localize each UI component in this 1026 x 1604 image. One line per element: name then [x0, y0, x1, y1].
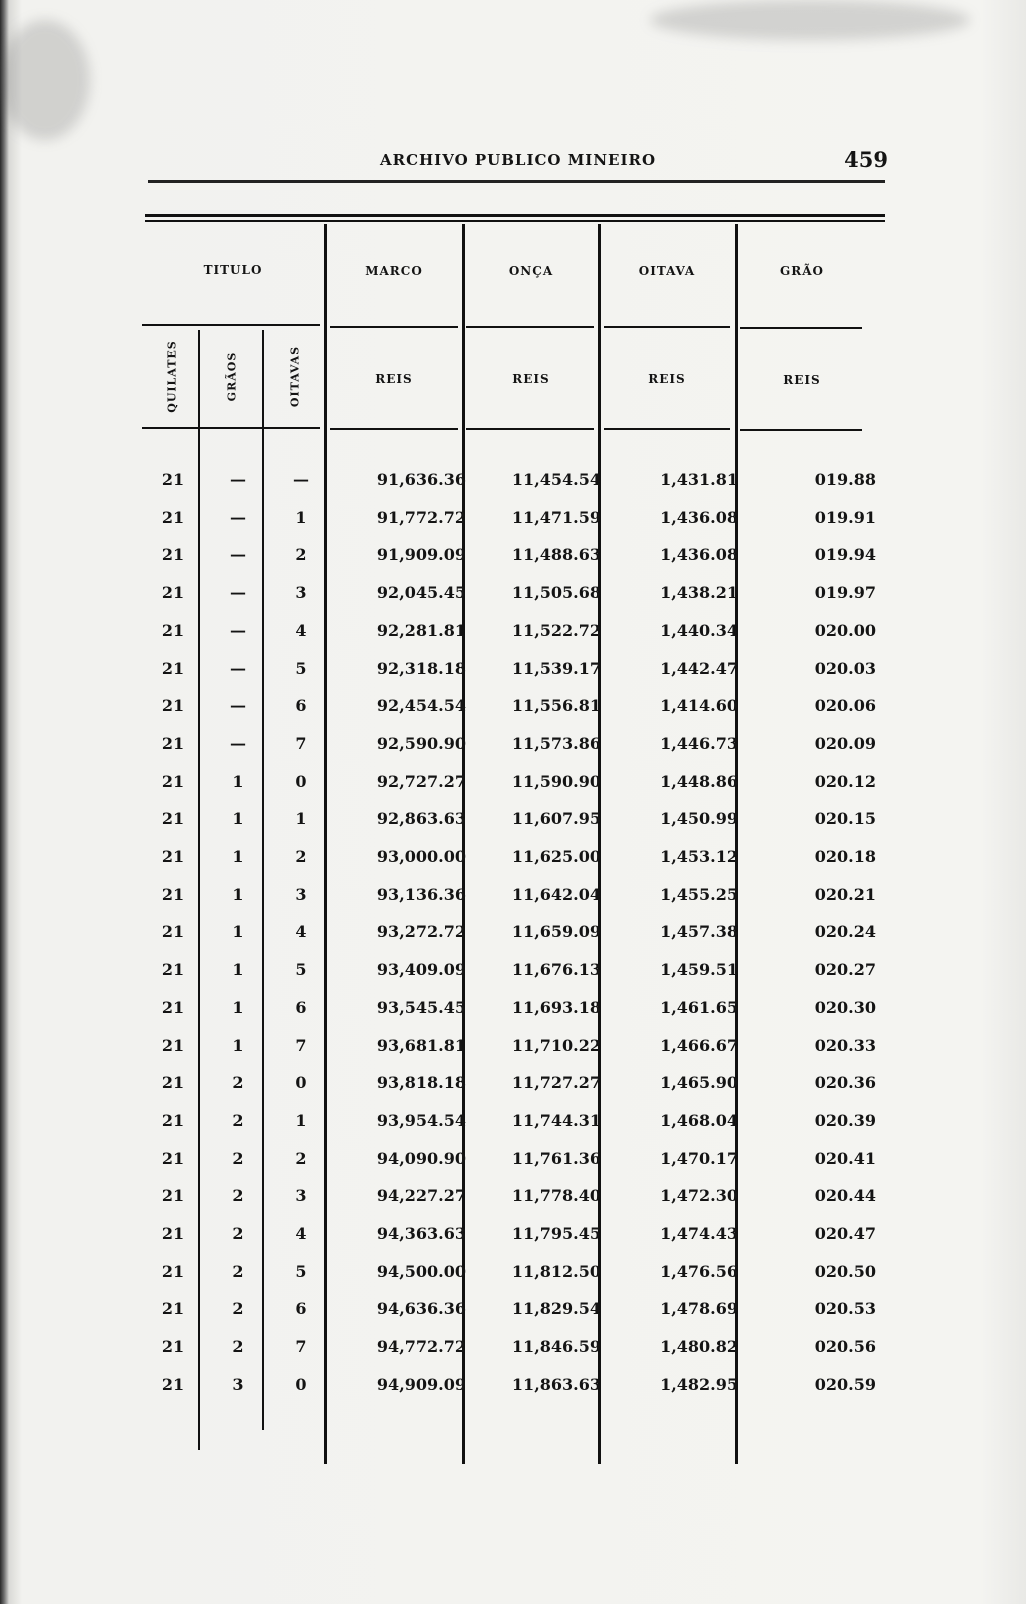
graos-cell: 2	[232, 1224, 244, 1243]
quilates-cell: 21	[161, 847, 185, 866]
quilates-cell: 21	[161, 733, 185, 753]
marco-cell: 94,772.72	[376, 1337, 466, 1357]
table-row	[0, 621, 1026, 658]
grao-unit: REIS	[783, 373, 821, 387]
grao-cell: 020.24	[814, 922, 876, 942]
oitavas-cell: 6	[295, 1299, 307, 1319]
oitavas-cell: 0	[295, 1073, 307, 1093]
table-row	[0, 659, 1026, 696]
grao-cell: 020.47	[814, 1224, 876, 1243]
oitava-cell: 1,457.38	[660, 922, 738, 942]
header-rule	[142, 324, 320, 326]
oitavas-cell: 4	[295, 1224, 307, 1243]
grao-cell: 019.88	[814, 470, 876, 489]
grao-cell: 020.53	[814, 1299, 876, 1319]
quilates-cell: 21	[161, 1337, 185, 1357]
grao-cell: 020.56	[814, 1337, 876, 1357]
grao-cell: 020.09	[814, 733, 876, 753]
graos-cell: —	[230, 696, 246, 716]
graos-cell: 1	[232, 997, 244, 1017]
table-row	[0, 1149, 1026, 1186]
grao-cell: 019.91	[814, 507, 876, 527]
onca-cell: 11,727.27	[511, 1073, 601, 1093]
table-row	[0, 960, 1026, 997]
oitava-cell: 1,482.95	[660, 1374, 738, 1394]
grao-cell: 020.21	[814, 884, 876, 904]
oitavas-cell: 2	[295, 847, 307, 866]
onca-cell: 11,676.13	[511, 960, 601, 980]
onca-cell: 11,590.90	[511, 771, 601, 791]
page-number: 459	[844, 147, 888, 172]
onca-cell: 11,522.72	[511, 620, 601, 640]
onca-cell: 11,761.36	[511, 1148, 601, 1168]
table-row	[0, 1036, 1026, 1073]
graos-cell: 2	[232, 1073, 244, 1093]
marco-cell: 93,818.18	[376, 1073, 466, 1093]
oitava-cell: 1,442.47	[660, 658, 738, 678]
grao-cell: 020.18	[814, 847, 876, 866]
oitava-cell: 1,472.30	[660, 1186, 738, 1206]
oitava-cell: 1,474.43	[660, 1224, 738, 1243]
grao-cell: 020.12	[814, 771, 876, 791]
onca-cell: 11,625.00	[511, 847, 601, 866]
table-row	[0, 847, 1026, 884]
quilates-cell: 21	[161, 1299, 185, 1319]
oitavas-cell: 0	[295, 1374, 307, 1394]
marco-cell: 92,727.27	[376, 771, 466, 791]
quilates-cell: 21	[161, 470, 185, 489]
grao-cell: 020.27	[814, 960, 876, 980]
table-row	[0, 1337, 1026, 1374]
marco-cell: 92,318.18	[376, 658, 466, 678]
onca-cell: 11,488.63	[511, 545, 601, 565]
onca-cell: 11,778.40	[511, 1186, 601, 1206]
oitavas-cell: 7	[295, 1337, 307, 1357]
quilates-cell: 21	[161, 1186, 185, 1206]
oitava-cell: 1,436.08	[660, 507, 738, 527]
marco-cell: 91,772.72	[376, 507, 466, 527]
titulo-header: TITULO	[203, 263, 263, 277]
graos-cell: 3	[232, 1374, 244, 1394]
table-top-rule	[145, 214, 885, 217]
marco-cell: 93,136.36	[376, 884, 466, 904]
oitavas-cell: 3	[295, 583, 307, 603]
oitava-cell: 1,476.56	[660, 1261, 738, 1281]
marco-cell: 93,272.72	[376, 922, 466, 942]
table-row	[0, 508, 1026, 545]
quilates-cell: 21	[161, 1148, 185, 1168]
quilates-cell: 21	[161, 696, 185, 716]
quilates-cell: 21	[161, 1110, 185, 1130]
header-rule	[604, 326, 730, 328]
grao-cell: 020.15	[814, 809, 876, 829]
oitavas-cell: 3	[295, 884, 307, 904]
oitava-cell: 1,466.67	[660, 1035, 738, 1055]
table-row	[0, 1224, 1026, 1261]
onca-cell: 11,556.81	[511, 696, 601, 716]
table-row	[0, 545, 1026, 582]
quilates-cell: 21	[161, 997, 185, 1017]
marco-cell: 92,590.90	[376, 733, 466, 753]
grao-cell: 020.06	[814, 696, 876, 716]
header-rule	[740, 429, 862, 431]
oitava-cell: 1,480.82	[660, 1337, 738, 1357]
onca-cell: 11,607.95	[511, 809, 601, 829]
marco-cell: 92,045.45	[376, 583, 466, 603]
table-row	[0, 470, 1026, 507]
graos-cell: —	[230, 658, 246, 678]
oitava-cell: 1,446.73	[660, 733, 738, 753]
oitavas-cell: 3	[295, 1186, 307, 1206]
grao-cell: 020.00	[814, 620, 876, 640]
header-title: ARCHIVO PUBLICO MINEIRO	[379, 151, 657, 169]
quilates-cell: 21	[161, 1035, 185, 1055]
oitava-cell: 1,431.81	[660, 470, 738, 489]
grao-cell: 020.33	[814, 1035, 876, 1055]
onca-unit: REIS	[512, 372, 550, 386]
onca-cell: 11,642.04	[511, 884, 601, 904]
grao-cell: 020.39	[814, 1110, 876, 1130]
header-rule	[148, 180, 885, 183]
table-row	[0, 772, 1026, 809]
grao-cell: 020.41	[814, 1148, 876, 1168]
header-rule	[330, 326, 458, 328]
oitava-cell: 1,448.86	[660, 771, 738, 791]
graos-cell: 2	[232, 1110, 244, 1130]
oitavas-cell: 1	[295, 1110, 307, 1130]
table-row	[0, 809, 1026, 846]
oitavas-cell: 7	[295, 1035, 307, 1055]
oitavas-cell: 5	[295, 1261, 307, 1281]
oitavas-cell: 0	[295, 771, 307, 791]
graos-cell: 1	[232, 1035, 244, 1055]
marco-cell: 94,090.90	[376, 1148, 466, 1168]
quilates-cell: 21	[161, 507, 185, 527]
oitava-cell: 1,465.90	[660, 1073, 738, 1093]
onca-cell: 11,471.59	[511, 507, 601, 527]
table-row	[0, 922, 1026, 959]
quilates-cell: 21	[161, 583, 185, 603]
oitavas-cell: 2	[295, 545, 307, 565]
header-rule	[604, 428, 730, 430]
oitava-cell: 1,438.21	[660, 583, 738, 603]
marco-cell: 93,409.09	[376, 960, 466, 980]
oitavas-cell: 6	[295, 997, 307, 1017]
scan-smudge	[0, 20, 90, 140]
running-header	[148, 147, 888, 175]
quilates-cell: 21	[161, 809, 185, 829]
graos-cell: 2	[232, 1148, 244, 1168]
marco-cell: 94,909.09	[376, 1374, 466, 1394]
oitavas-cell: 4	[295, 922, 307, 942]
table-row	[0, 583, 1026, 620]
graos-cell: 1	[232, 960, 244, 980]
graos-subheader: GRÃOS	[225, 351, 239, 402]
onca-cell: 11,710.22	[511, 1035, 601, 1055]
marco-cell: 92,454.54	[376, 696, 466, 716]
oitava-cell: 1,455.25	[660, 884, 738, 904]
onca-cell: 11,573.86	[511, 733, 601, 753]
marco-cell: 94,227.27	[376, 1186, 466, 1206]
graos-cell: —	[230, 583, 246, 603]
quilates-cell: 21	[161, 884, 185, 904]
oitava-cell: 1,461.65	[660, 997, 738, 1017]
grao-cell: 020.44	[814, 1186, 876, 1206]
oitava-cell: 1,453.12	[660, 847, 738, 866]
table-row	[0, 1262, 1026, 1299]
oitava-cell: 1,440.34	[660, 620, 738, 640]
grao-cell: 020.30	[814, 997, 876, 1017]
onca-cell: 11,863.63	[511, 1374, 601, 1394]
header-rule	[142, 427, 320, 429]
onca-cell: 11,693.18	[511, 997, 601, 1017]
table-row	[0, 1111, 1026, 1148]
graos-cell: 2	[232, 1337, 244, 1357]
graos-cell: 2	[232, 1261, 244, 1281]
marco-cell: 92,863.63	[376, 809, 466, 829]
marco-cell: 91,909.09	[376, 545, 466, 565]
graos-cell: 1	[232, 847, 244, 866]
oitava-cell: 1,459.51	[660, 960, 738, 980]
graos-cell: —	[230, 507, 246, 527]
onca-cell: 11,659.09	[511, 922, 601, 942]
graos-cell: —	[230, 470, 246, 489]
oitavas-cell: 5	[295, 658, 307, 678]
marco-cell: 94,500.00	[376, 1261, 466, 1281]
grao-cell: 020.50	[814, 1261, 876, 1281]
oitavas-cell: 7	[295, 733, 307, 753]
onca-cell: 11,454.54	[511, 470, 601, 489]
oitava-cell: 1,468.04	[660, 1110, 738, 1130]
oitavas-cell: —	[293, 470, 309, 489]
quilates-cell: 21	[161, 960, 185, 980]
quilates-cell: 21	[161, 771, 185, 791]
graos-cell: 2	[232, 1186, 244, 1206]
onca-cell: 11,846.59	[511, 1337, 601, 1357]
header-rule	[330, 428, 458, 430]
oitavas-subheader: OITAVAS	[288, 345, 302, 408]
table-row	[0, 998, 1026, 1035]
table-row	[0, 1073, 1026, 1110]
marco-cell: 94,636.36	[376, 1299, 466, 1319]
header-rule	[466, 428, 594, 430]
graos-cell: —	[230, 545, 246, 565]
oitavas-cell: 6	[295, 696, 307, 716]
grao-cell: 019.97	[814, 583, 876, 603]
marco-cell: 91,636.36	[376, 470, 466, 489]
quilates-subheader: QUILATES	[165, 340, 179, 413]
graos-cell: 1	[232, 771, 244, 791]
oitava-cell: 1,414.60	[660, 696, 738, 716]
onca-cell: 11,539.17	[511, 658, 601, 678]
quilates-cell: 21	[161, 1261, 185, 1281]
quilates-cell: 21	[161, 1073, 185, 1093]
oitava-header: OITAVA	[638, 264, 696, 278]
grao-cell: 020.03	[814, 658, 876, 678]
oitavas-cell: 4	[295, 620, 307, 640]
graos-cell: 1	[232, 884, 244, 904]
header-rule	[740, 327, 862, 329]
oitavas-cell: 2	[295, 1148, 307, 1168]
quilates-cell: 21	[161, 1224, 185, 1243]
table-row	[0, 696, 1026, 733]
onca-cell: 11,829.54	[511, 1299, 601, 1319]
graos-cell: 1	[232, 922, 244, 942]
oitava-unit: REIS	[648, 372, 686, 386]
graos-cell: —	[230, 733, 246, 753]
marco-cell: 92,281.81	[376, 620, 466, 640]
table-row	[0, 734, 1026, 771]
quilates-cell: 21	[161, 658, 185, 678]
oitavas-cell: 1	[295, 809, 307, 829]
marco-header: MARCO	[365, 264, 423, 278]
marco-cell: 93,681.81	[376, 1035, 466, 1055]
onca-cell: 11,744.31	[511, 1110, 601, 1130]
marco-cell: 93,000.00	[376, 847, 466, 866]
oitavas-cell: 5	[295, 960, 307, 980]
oitavas-cell: 1	[295, 507, 307, 527]
grao-header: GRÃO	[780, 264, 824, 278]
oitava-cell: 1,478.69	[660, 1299, 738, 1319]
oitava-cell: 1,470.17	[660, 1148, 738, 1168]
marco-cell: 94,363.63	[376, 1224, 466, 1243]
onca-cell: 11,795.45	[511, 1224, 601, 1243]
table-row	[0, 1186, 1026, 1223]
table-row	[0, 885, 1026, 922]
graos-cell: —	[230, 620, 246, 640]
oitava-cell: 1,450.99	[660, 809, 738, 829]
marco-unit: REIS	[375, 372, 413, 386]
graos-cell: 1	[232, 809, 244, 829]
marco-cell: 93,545.45	[376, 997, 466, 1017]
scan-smudge	[650, 0, 970, 40]
table-row	[0, 1299, 1026, 1336]
oitava-cell: 1,436.08	[660, 545, 738, 565]
grao-cell: 019.94	[814, 545, 876, 565]
graos-cell: 2	[232, 1299, 244, 1319]
quilates-cell: 21	[161, 1374, 185, 1394]
onca-cell: 11,505.68	[511, 583, 601, 603]
quilates-cell: 21	[161, 922, 185, 942]
onca-header: ONÇA	[508, 264, 554, 278]
quilates-cell: 21	[161, 545, 185, 565]
table-top-rule	[145, 220, 885, 222]
table-row	[0, 1375, 1026, 1412]
quilates-cell: 21	[161, 620, 185, 640]
grao-cell: 020.36	[814, 1073, 876, 1093]
header-rule	[466, 326, 594, 328]
onca-cell: 11,812.50	[511, 1261, 601, 1281]
marco-cell: 93,954.54	[376, 1110, 466, 1130]
grao-cell: 020.59	[814, 1374, 876, 1394]
